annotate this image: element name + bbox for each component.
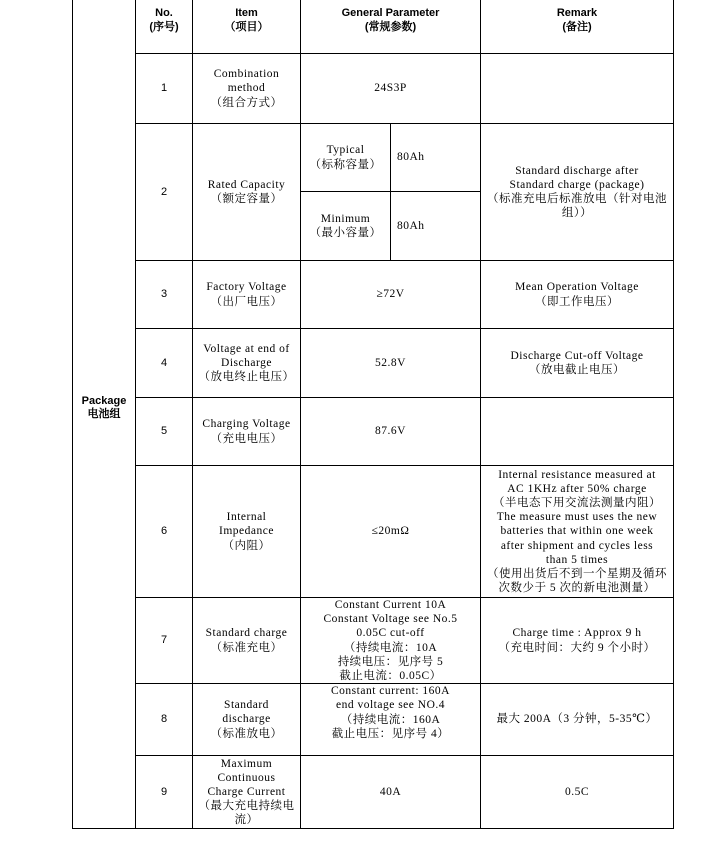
header-item-label: Item [235, 7, 258, 19]
row-4-parameter [301, 329, 480, 397]
sub-label-line: （最小容量） [309, 227, 382, 239]
row-6-parameter [301, 466, 480, 597]
item-line: discharge [222, 713, 271, 726]
row-5-no [136, 398, 192, 465]
row-4-item [193, 329, 300, 397]
item-line: 流） [234, 814, 259, 827]
item-line: （放电终止电压） [198, 371, 295, 384]
parameter-line: 87.6V [375, 425, 406, 438]
item-line: （内阻） [222, 539, 271, 552]
row-2-item [193, 124, 300, 260]
parameter-line: ≥72V [376, 288, 405, 301]
remark-line: （放电截止电压） [529, 364, 625, 376]
row-number: 1 [160, 82, 168, 95]
row-2-no [136, 124, 192, 260]
item-line: Rated Capacity [207, 178, 286, 191]
sub-label-line: （标称容量） [309, 158, 382, 171]
sub-value: 80Ah [397, 151, 425, 164]
remark-line: Standard discharge after [515, 164, 639, 177]
item-line: （额定容量） [210, 193, 283, 205]
parameter-line: 持续电压：见序号 5 [337, 655, 444, 668]
header-no [136, 0, 192, 53]
remark-line: （充电时间：大约 9 个小时） [498, 641, 656, 654]
row-4-remark [481, 329, 673, 397]
remark-line: 0.5C [564, 785, 590, 798]
item-line: Standard charge [205, 627, 288, 640]
row-8-no [136, 684, 192, 755]
sub-label-line: Typical [326, 144, 365, 157]
remark-line: 次数少于 5 次的新电池测量） [498, 581, 656, 594]
parameter-line: Constant current: 160A [331, 685, 450, 698]
remark-line: Mean Operation Voltage [515, 281, 639, 294]
row-number: 6 [160, 525, 168, 538]
row-2-minimum-value [391, 192, 480, 260]
battery-spec-table [72, 0, 674, 829]
row-number: 4 [160, 356, 168, 369]
remark-line: Standard charge (package) [509, 178, 645, 191]
item-line: Charging Voltage [202, 418, 291, 431]
row-2-typical-value [391, 124, 480, 191]
row-number: 5 [160, 425, 168, 438]
item-line: Charge Current [207, 785, 286, 798]
parameter-line: Constant Current 10A [334, 599, 447, 612]
row-4-no [136, 329, 192, 397]
row-5-item [193, 398, 300, 465]
item-line: Factory Voltage [206, 281, 287, 294]
remark-line: Internal resistance measured at [498, 469, 656, 482]
row-6-no [136, 466, 192, 597]
header-item [193, 0, 300, 53]
header-remark-label: Remark [556, 7, 598, 19]
header-parameter-label: General Parameter [341, 7, 440, 19]
row-3-item [193, 261, 300, 328]
parameter-line: end voltage see NO.4 [336, 699, 445, 712]
row-number: 3 [160, 288, 168, 301]
row-9-item [193, 756, 300, 828]
row-1-parameter [301, 54, 480, 123]
row-2-remark [481, 124, 673, 260]
parameter-line: （持续电流：10A [343, 641, 438, 654]
remark-line: （标准充电后标准放电（针对电池 [487, 193, 667, 205]
item-line: （标准充电） [210, 641, 283, 654]
row-6-remark [481, 466, 673, 597]
remark-line: Discharge Cut-off Voltage [510, 349, 644, 362]
header-no-label: No. [155, 7, 173, 19]
parameter-line: 截止电压：见序号 4） [331, 727, 450, 740]
row-8-item [193, 684, 300, 755]
item-line: Impedance [219, 525, 274, 538]
row-1-no [136, 54, 192, 123]
remark-line: （使用出货后不到一个星期及循环 [487, 567, 667, 580]
row-1-item [193, 54, 300, 123]
section-cell-package [73, 0, 135, 828]
remark-line: （半电态下用交流法测量内阻） [493, 497, 661, 510]
parameter-line: Constant Voltage see No.5 [323, 613, 458, 626]
row-9-no [136, 756, 192, 828]
row-3-remark [481, 261, 673, 328]
row-number: 7 [160, 634, 168, 647]
item-line: （最大充电持续电 [198, 800, 295, 813]
row-1-remark [481, 54, 673, 123]
item-line: Standard [224, 699, 269, 712]
item-line: Maximum [220, 757, 273, 770]
row-number: 8 [160, 713, 168, 726]
parameter-line: 24S3P [374, 82, 407, 95]
item-line: （出厂电压） [210, 295, 283, 308]
item-line: Internal [226, 511, 267, 524]
remark-line: after shipment and cycles less [500, 539, 654, 552]
section-label: Package [81, 395, 127, 407]
row-number: 9 [160, 785, 168, 798]
header-parameter [301, 0, 480, 53]
parameter-line: 52.8V [375, 356, 406, 369]
parameter-line: ≤20mΩ [371, 525, 410, 538]
remark-line: （即工作电压） [535, 295, 619, 308]
item-line: （标准放电） [210, 727, 283, 740]
header-no-label-cn: (序号) [149, 21, 179, 33]
row-8-parameter [301, 684, 480, 755]
item-line: Discharge [221, 356, 272, 369]
item-line: Voltage at end of [203, 342, 290, 355]
sub-value: 80Ah [397, 219, 425, 232]
parameter-line: 截止电流：0.05C） [339, 669, 442, 682]
remark-line: Charge time : Approx 9 h [512, 627, 642, 640]
row-5-parameter [301, 398, 480, 465]
item-line: method [227, 82, 266, 95]
row-9-parameter [301, 756, 480, 828]
remark-line: The measure must uses the new [496, 511, 658, 524]
row-6-item [193, 466, 300, 597]
row-3-parameter [301, 261, 480, 328]
item-line: Continuous [217, 771, 276, 784]
row-2-typical-label [301, 124, 390, 191]
header-remark-label-cn: (备注) [562, 21, 592, 33]
remark-line: 组）） [561, 207, 593, 220]
row-7-no [136, 598, 192, 683]
row-8-remark [481, 684, 673, 755]
header-item-label-cn: （项目） [224, 21, 269, 33]
parameter-line: 40A [379, 785, 402, 798]
header-remark [481, 0, 673, 53]
remark-line: AC 1KHz after 50% charge [507, 483, 647, 496]
sub-label-line: Minimum [320, 212, 371, 225]
row-7-item [193, 598, 300, 683]
row-number: 2 [160, 185, 168, 198]
parameter-line: （持续电流：160A [340, 713, 441, 726]
remark-line: batteries that within one week [500, 525, 654, 538]
row-7-remark [481, 598, 673, 683]
row-2-minimum-label [301, 192, 390, 260]
remark-line: than 5 times [545, 553, 609, 566]
header-parameter-label-cn: (常规参数) [364, 21, 417, 33]
item-line: （充电电压） [210, 432, 283, 445]
row-9-remark [481, 756, 673, 828]
remark-line: 最大 200A（3 分钟，5-35℃） [496, 713, 658, 726]
row-5-remark [481, 398, 673, 465]
row-3-no [136, 261, 192, 328]
parameter-line: 0.05C cut-off [356, 627, 425, 640]
item-line: （组合方式） [210, 96, 283, 109]
row-7-parameter [301, 598, 480, 683]
section-label-cn: 电池组 [87, 408, 121, 420]
item-line: Combination [213, 68, 280, 81]
